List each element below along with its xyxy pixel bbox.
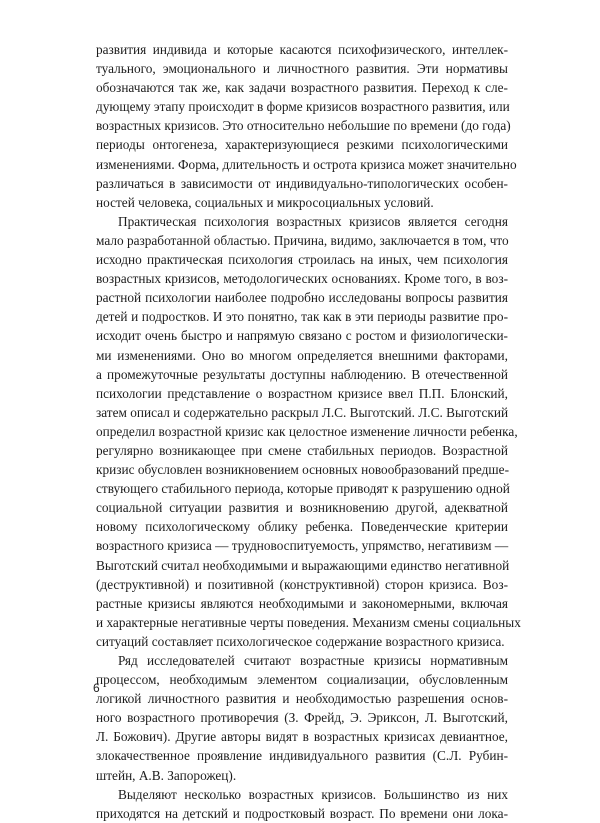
text-line: Выготский считал необходимыми и выражающими единство негативной: [96, 557, 510, 573]
text-line: психологии представление о возрастном кризисе ввел П.П. Блонский,: [96, 385, 508, 401]
text-line: приходятся на детский и подростковый возраст. По времени они лока-: [96, 805, 508, 821]
body-text: [96, 40, 521, 823]
page-number: 6: [93, 681, 100, 695]
text-line: детей и подростков. И это понятно, так как в эти периоды развитие про-: [96, 309, 508, 325]
paragraph: [96, 40, 517, 212]
text-line: (деструктивной) и позитивной (конструктивной) сторон кризиса. Воз-: [96, 576, 508, 592]
text-line: Ряд исследователей считают возрастные кризисы нормативным: [118, 653, 508, 668]
text-line: возрастного кризиса — трудновоспитуемость, упрямство, негативизм —: [96, 538, 509, 554]
text-line: и характерные негативные черты поведения. Механизм смены социальных: [96, 614, 521, 630]
text-line: Л. Божович). Другие авторы видят в возрастных кризисах девиантное,: [96, 729, 508, 745]
text-line: Практическая психология возрастных кризисов является сегодня: [118, 213, 508, 229]
text-line: дующему этапу происходит в форме кризисов возрастного развития, или: [96, 99, 510, 115]
text-line: различаться в зависимости от индивидуально-типологических особен-: [96, 175, 508, 191]
text-line: затем описал и содержательно раскрыл Л.С. Выготский. Л.С. Выготский: [96, 404, 509, 420]
text-line: периоды онтогенеза, характеризующиеся резкими психологическими: [96, 137, 508, 153]
text-line: ми изменениями. Оно во многом определяется внешними факторами,: [96, 347, 508, 363]
text-line: развития индивида и которые касаются психофизического, интеллек-: [96, 42, 508, 57]
text-line: растные кризисы являются необходимыми и закономерными, включая: [96, 595, 508, 611]
text-line: растной психологии наиболее подробно исследованы вопросы развития: [96, 290, 508, 306]
text-line: возрастных кризисов, методологических основаниях. Кроме того, в воз-: [96, 271, 508, 287]
text-line: туального, эмоционального и личностного развития. Эти нормативы: [96, 61, 508, 77]
text-line: логикой личностного развития и необходимостью разрешения основ-: [96, 691, 508, 707]
text-line: злокачественное проявление индивидуального развития (С.Л. Рубин-: [96, 748, 508, 764]
text-line: возрастных кризисов. Это относительно небольшие по времени (до года): [96, 118, 511, 134]
paragraph: [96, 651, 508, 785]
text-line: регулярно возникающее при смене стабильных периодов. Возрастной: [96, 442, 508, 458]
paragraph: [96, 212, 521, 651]
text-line: процессом, необходимым элементом социализации, обусловленным: [96, 672, 508, 688]
text-line: ностей человека, социальных и микросоциальных условий.: [96, 194, 434, 210]
text-line: исходно практическая психология строилась на иных, чем психология: [96, 252, 508, 268]
text-line: мало разработанной областью. Причина, видимо, заключается в том, что: [96, 232, 509, 248]
text-line: новому психологическому облику ребенка. Поведенческие критерии: [96, 519, 508, 535]
text-line: изменениями. Форма, длительность и острота кризиса может значительно: [96, 156, 517, 172]
text-line: кризис обусловлен возникновением основных новообразований предше-: [96, 462, 509, 478]
text-line: ного возрастного противоречия (З. Фрейд, Э. Эриксон, Л. Выготский,: [96, 710, 508, 726]
text-line: обозначаются так же, как задачи возрастного развития. Переход к сле-: [96, 80, 508, 96]
text-line: определил возрастной кризис как целостное изменение личности ребенка,: [96, 423, 518, 439]
text-line: ситуаций составляет психологическое содержание возрастного кризиса.: [96, 633, 505, 649]
text-line: социальной ситуации развития и возникновению другой, адекватной: [96, 500, 508, 516]
text-line: а промежуточные результаты доступны наблюдению. В отечественной: [96, 366, 508, 382]
text-line: штейн, А.В. Запорожец).: [96, 767, 237, 783]
text-line: Выделяют несколько возрастных кризисов. Большинство из них: [118, 786, 508, 802]
text-line: ствующего стабильного периода, которые приводят к разрушению одной: [96, 481, 510, 497]
paragraph: [96, 785, 508, 823]
text-line: исходит очень быстро и напрямую связано с ростом и физиологически-: [96, 328, 508, 344]
